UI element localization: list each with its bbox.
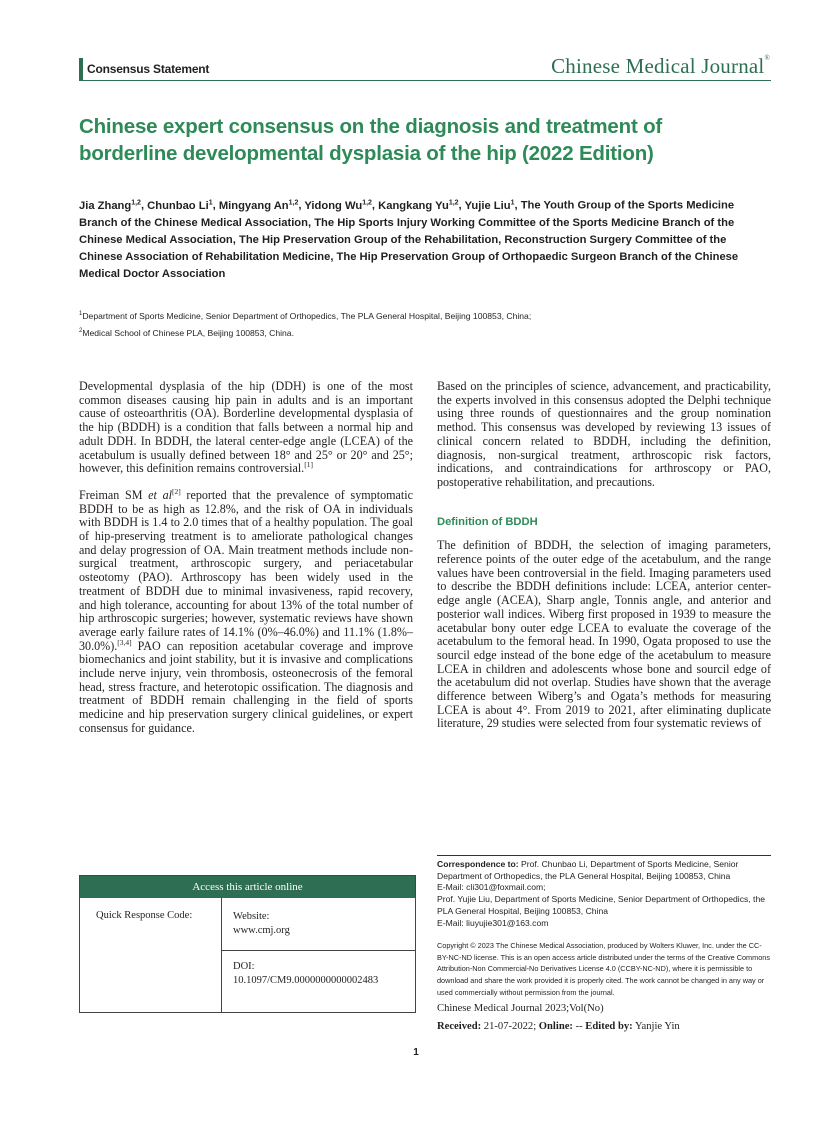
paragraph: Developmental dysplasia of the hip (DDH) is one of the most common diseases causing hip pain in adults and is an important cause of osteoarthritis (OA). Borderline developmental dysplasia of the hip (BDDH) is a condition that falls between a normal hip and adult DDH. In BDDH, the lateral center-edge angle (LCEA) of the acetabulum is usually defined between 18° and 25° or 20° and 25°; however, this definition remains controversial.[1]: [79, 379, 413, 476]
author-groups: The Youth Group of the Sports Medicine Branch of the Chinese Medical Association, The Hip Sports Injury Working Committee of the Sports Medicine Branch of the Chinese Medical Association, The Hip Preservation Group of the Rehabilitation, Reconstruction Surgery Committee of the Chinese Association of Rehabilitation Medicine, The Hip Preservation Group of Orthopaedic Surgeon Branch of the Chinese Medical Doctor Association: [79, 199, 739, 280]
email-link[interactable]: E-Mail: cli301@foxmail.com;: [437, 882, 546, 893]
author: Kangkang Yu$^{1,2}$: [378, 199, 459, 212]
body-column-right: [437, 380, 771, 731]
email-link[interactable]: E-Mail: liuyujie301@163.com: [437, 917, 549, 928]
footnote-rule: [437, 855, 771, 856]
registered-mark: ®: [764, 54, 770, 62]
affiliation: $^1$Department of Sports Medicine, Senior Department of Orthopedics, The PLA General Hospital, Beijing 100853, China;: [79, 310, 532, 321]
access-box: [79, 875, 416, 1013]
website-info: [233, 910, 290, 938]
paragraph: The definition of BDDH, the selection of imaging parameters, reference points of the outer edge of the acetabulum, and the range values have been controversial in the field. Imaging parameters used to describe the BDDH definitions include: LCEA, anterior center-edge angle (ACEA), Sharp angle, Tonnis angle, and anterior and posterior wall indices. Wiberg first proposed in 1939 to measure the acetabular bony outer edge LCEA to evaluate the coverage of the acetabulum to the femoral head. In 1990, Ogata proposed to use the sourcil edge instead of the bone edge of the acetabulum to measure LCEA in children and adolescents whose bone and sourcil edge of the acetabulum did not overlap. Studies have shown that the average difference between Wiberg’s and Ogata’s methods for measuring LCEA is about 4°. From 2019 to 2021, after eliminating duplicate literature, 29 studies were selected from four systematic reviews of: [437, 538, 771, 731]
affiliations: [79, 307, 749, 341]
paragraph: Freiman SM et al[2] reported that the prevalence of symptomatic BDDH to be as high as 12.8%, and the risk of OA in individuals with BDDH is 1.4 to 2.0 times that of a healthy population. The goal of hip-preserving treatment is to ameliorate pathological changes and delay progression of OA. Main treatment methods include non-surgical treatment, arthroscopic surgery, and periacetabular osteotomy (PAO). Arthroscopy has been widely used in the treatment of BDDH due to minimal invasiveness, rapid recovery, and high tolerance, accounting for about 13% of the total number of hip arthroscopic surgeries; however, systematic reviews have shown average early failure rates of 14.1% (0%–46.0%) and 11.1% (1.8%–30.0%).[3,4] PAO can reposition acetabular coverage and improve biomechanics and joint stability, but it is invasive and complications include nerve injury, vein thrombosis, osteonecrosis of the femoral head, stress fracture, and heterotopic ossification. The diagnosis and treatment of BDDH remain challenging in the field of sports medicine and hip preservation surgery clinical guidelines, or expert consensus for guidance.: [79, 486, 413, 735]
correspondence: Correspondence to: Prof. Chunbao Li, Department of Sports Medicine, Senior Department of Orthopedics, the PLA General Hospital, Beijing 100853, China E-Mail: cli301@foxmail.com; Prof. Yujie Liu, Department of Sports Medicine, Senior Department of Orthopedics, the PLA General Hospital, Beijing 100853, China E-Mail: liuyujie301@163.com: [437, 859, 777, 929]
citation-ref[interactable]: [3,4]: [117, 637, 132, 647]
qr-code-label: Quick Response Code:: [96, 910, 193, 921]
journal-name: Chinese Medical Journal: [551, 54, 765, 78]
doi-info: [233, 960, 378, 988]
author-list: Jia Zhang$^{1,2}$, Chunbao Li$^1$, Mingyang An$^{1,2}$, Yidong Wu$^{1,2}$, Kangkang Yu$^{1,2}$, Yujie Liu$^1$, The Youth Group of the Sports Medicine Branch of the Chinese Medical Association, The Hip Sports Injury Working Committee of the Sports Medicine Branch of the Chinese Medical Association, The Hip Preservation Group of the Rehabilitation, Reconstruction Surgery Committee of the Chinese Association of Rehabilitation Medicine, The Hip Preservation Group of Orthopaedic Surgeon Branch of the Chinese Medical Doctor Association: [79, 199, 739, 280]
article-dates: Received: 21-07-2022; Online: -- Edited by: Yanjie Yin: [437, 1021, 680, 1032]
author: Mingyang An$^{1,2}$: [218, 199, 299, 212]
page-number: 1: [413, 1047, 419, 1058]
author: Chunbao Li$^1$: [147, 199, 213, 212]
journal-citation: Chinese Medical Journal 2023;Vol(No): [437, 1003, 604, 1014]
doi-label: DOI:: [233, 961, 255, 972]
website-label: Website:: [233, 911, 270, 922]
divider: [221, 898, 222, 1012]
website-link[interactable]: www.cmj.org: [233, 925, 290, 936]
divider: [221, 950, 415, 951]
affiliation: $^2$Medical School of Chinese PLA, Beijing 100853, China.: [79, 327, 294, 338]
section-label: Consensus Statement: [87, 62, 210, 76]
section-heading: Definition of BDDH: [437, 515, 538, 528]
paragraph: Based on the principles of science, advancement, and practicability, the experts involved in this consensus adopted the Delphi technique using three rounds of questionnaires and the group nomination method. This consensus was developed by reviewing 13 issues of clinical concern related to BDDH, including the definition, diagnosis, non-surgical treatment, arthroscopic risk factors, indications, and contraindications for arthroscopy or PAO, postoperative rehabilitation, and precautions.: [437, 379, 771, 489]
header-rule: [79, 80, 771, 81]
author: Jia Zhang$^{1,2}$: [79, 199, 141, 212]
author: Yujie Liu$^1$: [464, 199, 515, 212]
body-column-left: [79, 380, 413, 736]
citation-ref[interactable]: [1]: [304, 460, 313, 470]
section-label-bar: [79, 58, 83, 80]
access-box-header: Access this article online: [80, 876, 415, 898]
citation-ref[interactable]: [2]: [171, 486, 181, 496]
article-title: Chinese expert consensus on the diagnosis and treatment of borderline developmental dysplasia of the hip (2022 Edition): [79, 115, 663, 165]
journal-logo: [551, 54, 770, 79]
author: Yidong Wu$^{1,2}$: [304, 199, 372, 212]
copyright-notice: Copyright © 2023 The Chinese Medical Association, produced by Wolters Kluwer, Inc. under the CC-BY-NC-ND license. This is an open access article distributed under the terms of the Creative Commons Attribution-Non Commercial-No Derivatives License 4.0 (CCBY-NC-ND), where it is permissible to download and share the work provided it is properly cited. The work cannot be changed in any way or used commercially without permission from the journal.: [437, 941, 770, 997]
doi-link[interactable]: 10.1097/CM9.0000000000002483: [233, 975, 379, 986]
